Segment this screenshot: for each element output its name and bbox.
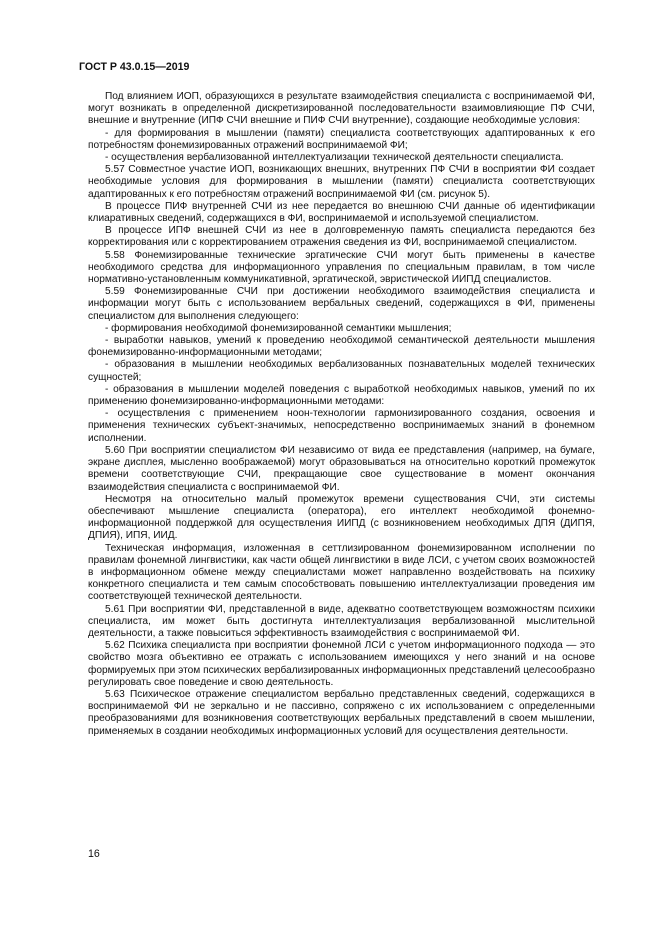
page-number: 16 (88, 848, 100, 860)
paragraph: 5.62 Психика специалиста при восприятии фонемной ЛСИ с учетом информационного подхода — это свойство мозга объективно ее отражать с использованием имеющихся у него знаний и на основе формируемых при этом психических вербализированных информационных представлений целесообразно регулировать свое поведение и свою деятельность. (88, 640, 595, 688)
paragraph: В процессе ПИФ внутренней СЧИ из нее передается во внешнюю СЧИ данные об идентификации клиаративных сведений, содержащихся в ФИ, воспринимаемой и используемой специалистом. (88, 200, 595, 225)
list-item: - осуществления с применением ноон-технологии гармонизированного создания, освоения и применения технических субъект-значимых, непосредственно воспринимаемых знаний в фонемном исполнении. (88, 408, 595, 444)
paragraph: Под влиянием ИОП, образующихся в результате взаимодействия специалиста с воспринимаемой ФИ, могут возникать в определенной дискретизированной последовательности взаимовлияющие ПФ СЧИ, внешние и внутренние (ИПФ СЧИ внешние и ПИФ СЧИ внутренние), создающие необходимые условия: (88, 91, 595, 127)
paragraph: 5.57 Совместное участие ИОП, возникающих внешних, внутренних ПФ СЧИ в восприятии ФИ создает необходимые условия для формирования в мышлении (памяти) специалиста соответствующих адаптированных к его потребностям отражений воспринимаемой ФИ (см. рисунок 5). (88, 164, 595, 200)
list-item: - образования в мышлении необходимых вербализованных познавательных моделей технических сущностей; (88, 359, 595, 383)
paragraph: 5.58 Фонемизированные технические эргатические СЧИ могут быть применены в качестве необходимого средства для информационного управления по специальным правилам, в том числе нормативно-установленным коммуникативной, эргатической, эвристической ИИПД специалистов. (88, 249, 595, 286)
document-code: ГОСТ Р 43.0.15—2019 (79, 61, 190, 73)
list-item: - формирования необходимой фонемизированной семантики мышления; (105, 322, 452, 334)
list-item: - осуществления вербализованной интеллектуализации технической деятельности специалиста. (105, 152, 564, 164)
paragraph: 5.60 При восприятии специалистом ФИ независимо от вида ее представления (например, на бумаге, экране дисплея, мысленно воображаемой) могут образовываться на относительно короткий промежуток времени соответствующие СЧИ, прекращающие свое существование в момент окончания взаимодействия специалиста с воспринимаемой ФИ. (88, 444, 595, 493)
paragraph: В процессе ИПФ внешней СЧИ из нее в долговременную память специалиста передаются без корректирования или с корректированием отражения сведения из ФИ, воспринимаемой специалистом. (88, 225, 595, 249)
paragraph: 5.61 При восприятии ФИ, представленной в виде, адекватно соответствующем возможностям психики специалиста, им может быть достигнута интеллектуализация вербализованной мыслительной деятельности, а также повыситься эффективность взаимодействия с воспринимаемой ФИ. (88, 603, 595, 639)
paragraph: 5.59 Фонемизированные СЧИ при достижении необходимого взаимодействия специалиста и информации могут быть с использованием вербальных сведений, содержащихся в ФИ, применены специалистом для выполнения следующего: (88, 286, 595, 322)
document-body (88, 91, 595, 738)
list-item: - для формирования в мышлении (памяти) специалиста соответствующих адаптированных к его потребностям фонемизированных отражений воспринимаемой ФИ; (88, 127, 595, 151)
paragraph: Техническая информация, изложенная в сеттлизированном фонемизированном исполнении по правилам фонемной лингвистики, как части общей лингвистики в виде ЛСИ, с учетом своих возможностей в информационном обмене между специалистами может направленно воздействовать на психику конкретного специалиста и тем самым способствовать повышению интеллектуализации проведения им соответствующей технической деятельности. (88, 542, 595, 603)
paragraph: Несмотря на относительно малый промежуток времени существования СЧИ, эти системы обеспечивают мышление специалиста (оператора), его интеллект необходимой фонемно-информационной поддержкой для осуществления ИИПД (с возникновением необходимых ДПЯ (ДИПЯ, ДПИЯ), ИПЯ, ИИД. (88, 493, 595, 542)
paragraph: 5.63 Психическое отражение специалистом вербально представленных сведений, содержащихся в воспринимаемой ФИ не зеркально и не пассивно, сопряжено с их использованием с определенными преобразованиями для возникновения соответствующих вербальных представлений в своем мышлении, применяемых в создании необходимых информационных условий для осуществления деятельности. (88, 688, 595, 737)
list-item: - выработки навыков, умений к проведению необходимой семантической деятельности мышления фонемизированно-информационными методами; (88, 335, 595, 359)
list-item: - образования в мышлении моделей поведения с выработкой необходимых навыков, умений по их применению фонемизированно-информационными методами: (88, 383, 595, 408)
